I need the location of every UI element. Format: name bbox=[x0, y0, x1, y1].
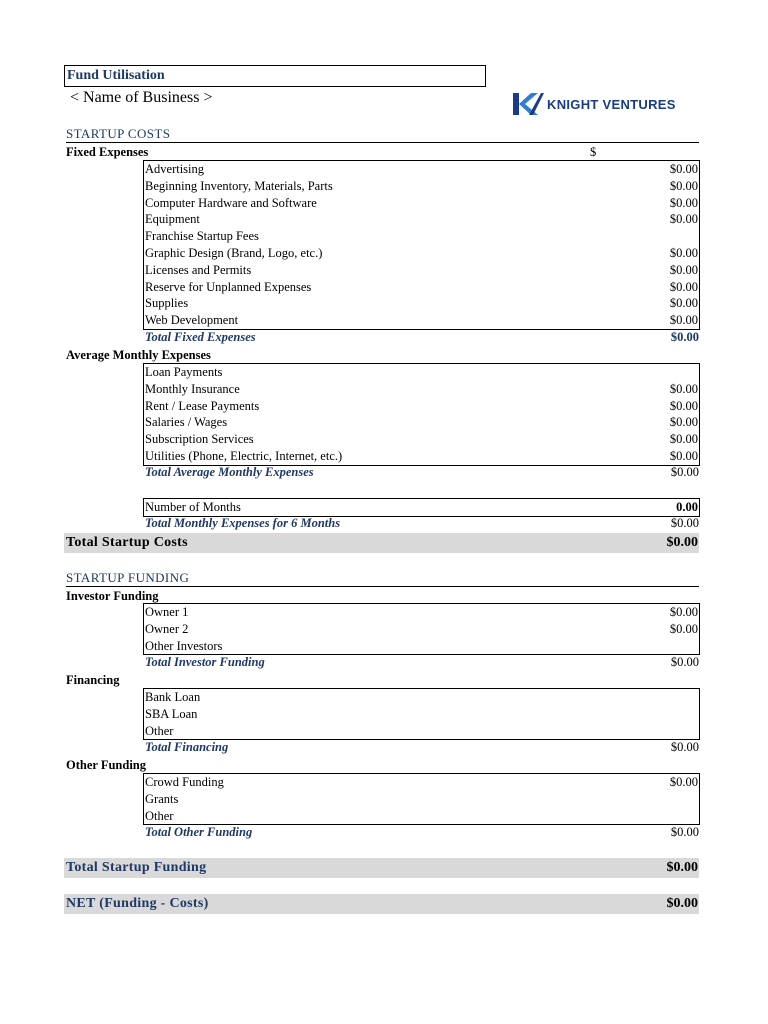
table-row[interactable] bbox=[144, 195, 699, 212]
total-financing-row bbox=[145, 739, 699, 755]
total-label: Total Investor Funding bbox=[145, 655, 265, 669]
row-label: Advertising bbox=[145, 162, 205, 176]
net-label: NET (Funding - Costs) bbox=[66, 896, 209, 911]
table-row[interactable] bbox=[144, 723, 699, 740]
total-startup-funding-row bbox=[64, 858, 699, 878]
grand-total-label: Total Startup Funding bbox=[66, 860, 207, 875]
grand-total-value: $0.00 bbox=[666, 860, 698, 875]
table-row[interactable] bbox=[144, 262, 699, 279]
investor-funding-table bbox=[143, 603, 700, 655]
table-row[interactable] bbox=[144, 364, 699, 381]
row-value[interactable]: $0.00 bbox=[669, 162, 698, 176]
total-label: Total Monthly Expenses for 6 Months bbox=[145, 516, 341, 530]
investor-funding-label: Investor Funding bbox=[66, 589, 159, 603]
financing-label: Financing bbox=[66, 673, 120, 687]
other-funding-table bbox=[143, 773, 700, 825]
net-value: $0.00 bbox=[666, 896, 698, 911]
other-funding-label: Other Funding bbox=[66, 758, 146, 772]
table-row[interactable] bbox=[144, 448, 699, 465]
total-startup-costs-row bbox=[64, 533, 699, 553]
row-label: Supplies bbox=[145, 296, 189, 311]
table-row[interactable] bbox=[144, 279, 699, 296]
table-row[interactable] bbox=[144, 638, 699, 655]
row-value[interactable]: $0.00 bbox=[669, 415, 698, 430]
row-value[interactable]: $0.00 bbox=[669, 279, 698, 294]
table-row[interactable] bbox=[144, 706, 699, 723]
row-label: SBA Loan bbox=[145, 706, 198, 721]
table-row[interactable] bbox=[144, 791, 699, 808]
row-value[interactable]: $0.00 bbox=[669, 212, 698, 227]
table-row[interactable] bbox=[144, 178, 699, 195]
total-label: Total Average Monthly Expenses bbox=[145, 465, 314, 479]
row-label: Owner 2 bbox=[145, 621, 189, 636]
row-value[interactable]: $0.00 bbox=[669, 381, 698, 396]
row-label: Web Development bbox=[145, 313, 239, 328]
row-value[interactable]: $0.00 bbox=[669, 398, 698, 413]
total-label: Total Other Funding bbox=[145, 825, 253, 839]
table-row[interactable] bbox=[144, 431, 699, 448]
fixed-expenses-table bbox=[143, 160, 700, 330]
row-label: Loan Payments bbox=[145, 365, 223, 379]
table-row[interactable] bbox=[144, 228, 699, 245]
row-value[interactable]: $0.00 bbox=[669, 448, 698, 463]
row-value[interactable]: $0.00 bbox=[669, 432, 698, 447]
grand-total-label: Total Startup Costs bbox=[66, 535, 188, 550]
fixed-expenses-label: Fixed Expenses bbox=[66, 145, 149, 159]
monthly-expenses-table bbox=[143, 363, 700, 466]
table-row[interactable] bbox=[144, 161, 699, 178]
row-label: Subscription Services bbox=[145, 432, 254, 447]
row-label: Utilities (Phone, Electric, Internet, etc.) bbox=[145, 448, 343, 463]
total-value: $0.00 bbox=[670, 825, 699, 839]
table-row[interactable] bbox=[144, 381, 699, 398]
total-value: $0.00 bbox=[670, 740, 699, 754]
total-value: $0.00 bbox=[670, 465, 699, 479]
row-label: Other bbox=[145, 723, 174, 738]
total-fixed-expenses-row bbox=[145, 329, 699, 345]
row-value[interactable]: $0.00 bbox=[669, 313, 698, 328]
row-value[interactable]: $0.00 bbox=[669, 178, 698, 193]
total-average-monthly-expenses-row bbox=[145, 464, 699, 480]
table-row[interactable] bbox=[144, 211, 699, 228]
row-label: Monthly Insurance bbox=[145, 381, 240, 396]
table-row[interactable] bbox=[144, 245, 699, 262]
row-label: Crowd Funding bbox=[145, 775, 224, 789]
row-value[interactable]: $0.00 bbox=[669, 775, 698, 789]
total-value: $0.00 bbox=[670, 655, 699, 669]
row-label: Rent / Lease Payments bbox=[145, 398, 260, 413]
row-label: Grants bbox=[145, 791, 179, 806]
number-of-months-box bbox=[143, 498, 700, 517]
table-row[interactable] bbox=[144, 295, 699, 312]
table-row[interactable] bbox=[144, 621, 699, 638]
row-label: Owner 1 bbox=[145, 605, 189, 619]
row-label: Salaries / Wages bbox=[145, 415, 228, 430]
row-label: Equipment bbox=[145, 212, 200, 227]
row-label: Reserve for Unplanned Expenses bbox=[145, 279, 312, 294]
row-value[interactable]: $0.00 bbox=[669, 262, 698, 277]
knight-ventures-logo-icon bbox=[511, 91, 545, 117]
total-value: $0.00 bbox=[670, 516, 699, 530]
row-value[interactable]: $0.00 bbox=[669, 245, 698, 260]
total-value: $0.00 bbox=[670, 330, 699, 344]
document-title[interactable]: Fund Utilisation bbox=[64, 65, 486, 87]
total-label: Total Financing bbox=[145, 740, 229, 754]
total-monthly-expenses-6-months-row bbox=[145, 515, 699, 531]
table-row[interactable] bbox=[144, 312, 699, 329]
table-row[interactable] bbox=[144, 774, 699, 791]
table-row[interactable] bbox=[144, 414, 699, 431]
currency-header: $ bbox=[590, 145, 597, 159]
total-label: Total Fixed Expenses bbox=[145, 330, 256, 344]
total-investor-funding-row bbox=[145, 654, 699, 670]
row-value[interactable]: $0.00 bbox=[669, 605, 698, 619]
row-label: Other bbox=[145, 808, 174, 823]
table-row[interactable] bbox=[144, 604, 699, 621]
row-label: Computer Hardware and Software bbox=[145, 195, 317, 210]
number-of-months-row[interactable] bbox=[144, 499, 699, 516]
table-row[interactable] bbox=[144, 808, 699, 825]
row-label: Franchise Startup Fees bbox=[145, 229, 259, 244]
average-monthly-expenses-label: Average Monthly Expenses bbox=[66, 348, 211, 362]
row-value[interactable]: $0.00 bbox=[669, 621, 698, 636]
startup-costs-heading: STARTUP COSTS bbox=[66, 126, 699, 143]
row-value[interactable]: $0.00 bbox=[669, 296, 698, 311]
logo-text: KNIGHT VENTURES bbox=[547, 96, 676, 112]
net-row bbox=[64, 894, 699, 914]
row-label: Graphic Design (Brand, Logo, etc.) bbox=[145, 245, 323, 260]
row-value[interactable]: $0.00 bbox=[669, 195, 698, 210]
grand-total-value: $0.00 bbox=[666, 535, 698, 550]
business-name[interactable]: < Name of Business > bbox=[70, 89, 213, 106]
row-label: Bank Loan bbox=[145, 690, 201, 704]
table-row[interactable] bbox=[144, 398, 699, 415]
row-label: Beginning Inventory, Materials, Parts bbox=[145, 178, 333, 193]
total-other-funding-row bbox=[145, 824, 699, 840]
number-of-months-input[interactable]: 0.00 bbox=[676, 500, 698, 514]
row-label: Licenses and Permits bbox=[145, 262, 252, 277]
financing-table bbox=[143, 688, 700, 740]
logo bbox=[511, 90, 676, 118]
startup-funding-heading: STARTUP FUNDING bbox=[66, 570, 699, 587]
row-label: Other Investors bbox=[145, 638, 223, 653]
table-row[interactable] bbox=[144, 689, 699, 706]
row-label: Number of Months bbox=[145, 500, 241, 514]
